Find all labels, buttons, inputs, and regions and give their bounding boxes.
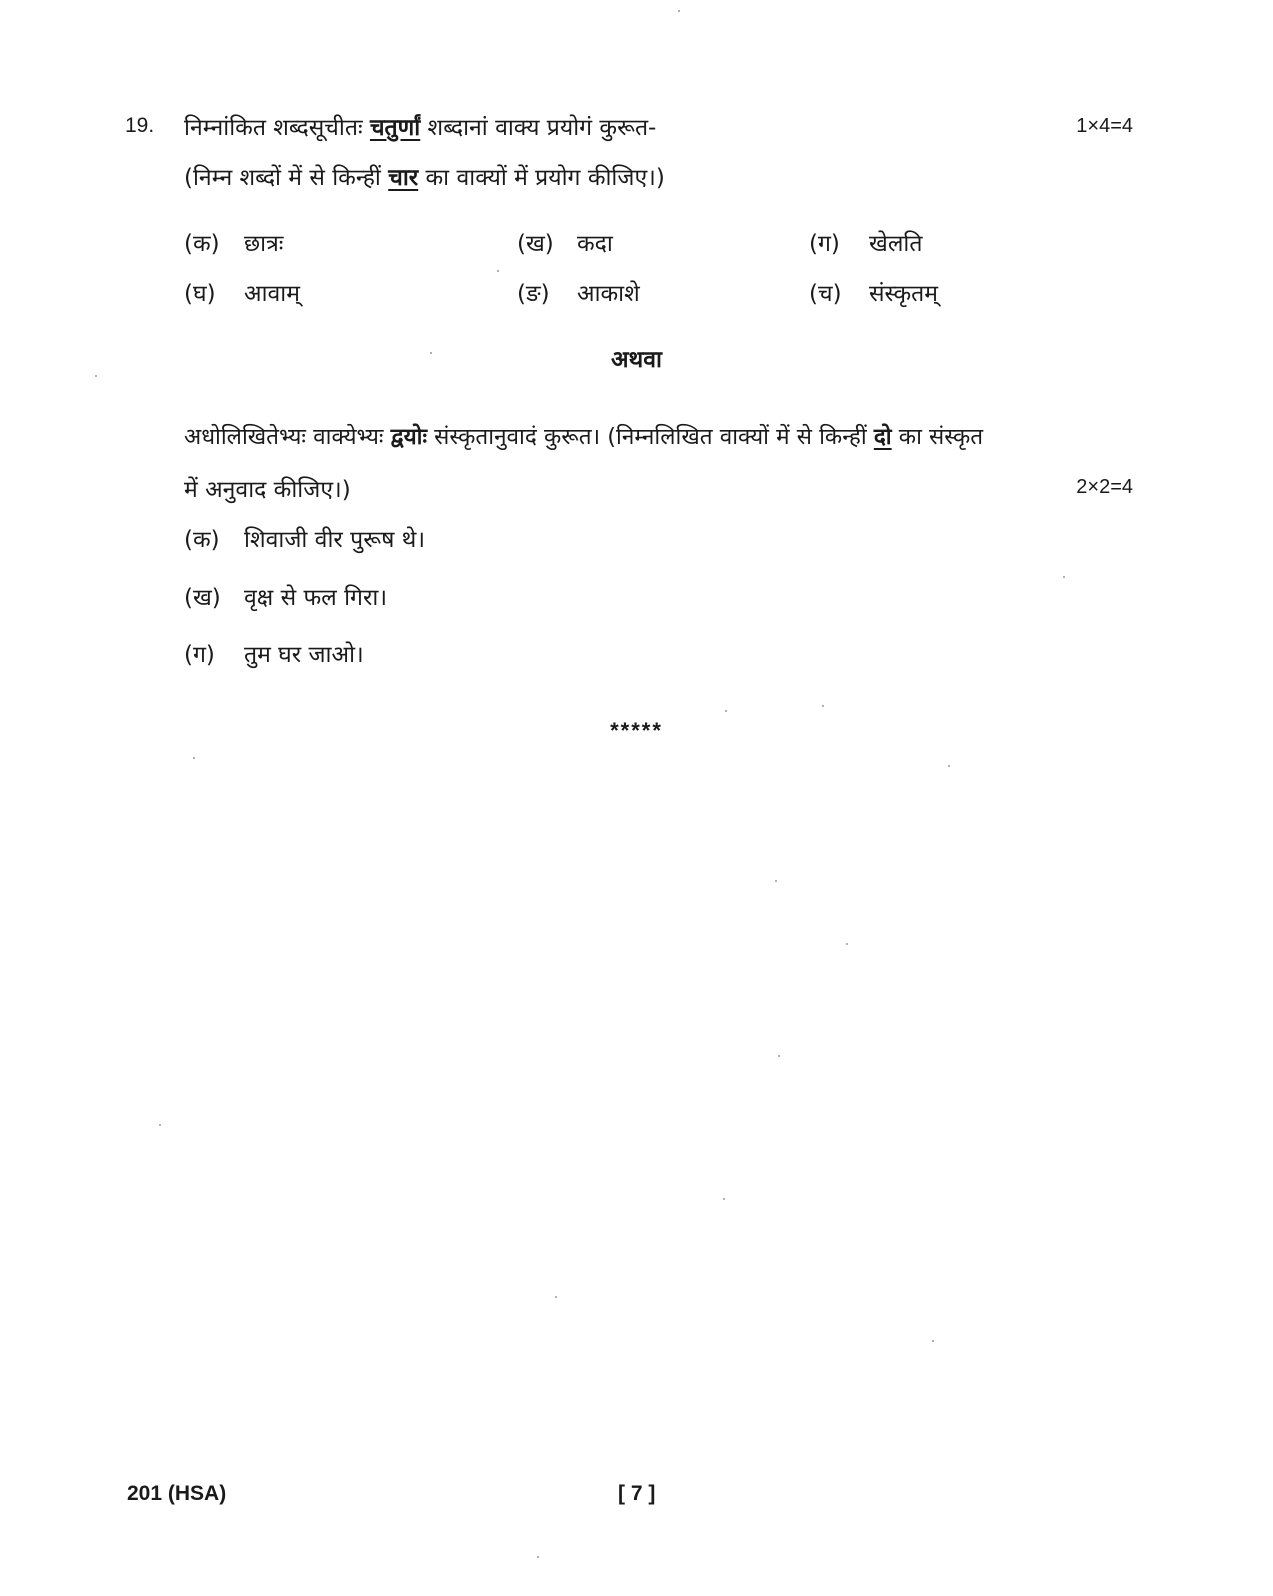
- instruction-text-end: शब्दानां वाक्य प्रयोगं कुरूत-: [420, 115, 657, 141]
- end-marker: *****: [610, 718, 663, 743]
- alternative-marks: 2×2=4: [1076, 476, 1133, 498]
- question-number: 19.: [125, 114, 155, 137]
- sentence-ka: [184, 522, 425, 554]
- or-separator: अथवा: [610, 347, 662, 373]
- scan-speck: [778, 1055, 780, 1057]
- scan-speck: [948, 765, 950, 767]
- scan-speck: [537, 1556, 539, 1558]
- scan-speck: [678, 10, 680, 12]
- page-number: [ 7 ]: [618, 1482, 656, 1505]
- scan-speck: [497, 270, 499, 272]
- sentence-text: शिवाजी वीर पुरूष थे।: [244, 527, 426, 553]
- option-kha: [517, 226, 613, 258]
- instruction-text-start: निम्नांकित शब्दसूचीतः: [184, 115, 370, 141]
- sentence-label: (ग): [184, 642, 215, 668]
- alternative-instruction: [184, 420, 983, 451]
- alternative-instruction-line2: में अनुवाद कीजिए।): [184, 477, 351, 503]
- instruction-hindi-end: का वाक्यों में प्रयोग कीजिए।): [418, 165, 665, 191]
- alt-instruction-start: अधोलिखितेभ्यः वाक्येभ्यः: [184, 424, 391, 450]
- scan-speck: [159, 1124, 161, 1126]
- option-ka: [184, 226, 283, 258]
- question-marks: 1×4=4: [1076, 115, 1133, 137]
- scan-speck: [725, 710, 727, 712]
- option-text: खेलति: [869, 231, 923, 257]
- option-text: आवाम्: [244, 281, 301, 307]
- option-label: (ख): [517, 231, 554, 257]
- option-label: (च): [809, 281, 842, 307]
- scan-speck: [1063, 576, 1065, 578]
- sentence-label: (ख): [184, 585, 221, 611]
- scan-speck: [846, 943, 848, 945]
- sentence-text: वृक्ष से फल गिरा।: [244, 585, 388, 611]
- option-label: (घ): [184, 281, 216, 307]
- option-text: कदा: [577, 231, 613, 257]
- option-gha: [184, 276, 300, 308]
- paper-code: 201 (HSA): [127, 1482, 227, 1505]
- sentence-ga: [184, 637, 364, 669]
- option-label: (ग): [809, 231, 840, 257]
- scan-speck: [555, 1296, 557, 1298]
- scan-speck: [95, 375, 97, 377]
- scan-speck: [775, 880, 777, 882]
- question-instruction-hindi: [184, 160, 665, 192]
- option-nga: [517, 276, 640, 308]
- sentence-text: तुम घर जाओ।: [244, 642, 364, 668]
- option-label: (ङ): [517, 281, 550, 307]
- scan-speck: [430, 352, 432, 354]
- sentence-kha: [184, 580, 387, 612]
- alt-instruction-end: का संस्कृत: [891, 424, 984, 450]
- scan-speck: [932, 1340, 934, 1342]
- option-text: आकाशे: [577, 281, 640, 307]
- alt-instruction-emphasis: द्वयोः: [390, 424, 428, 450]
- option-ga: [809, 226, 922, 258]
- option-cha: [809, 276, 938, 308]
- option-text: संस्कृतम्: [869, 281, 939, 307]
- alt-instruction-emphasis-2: दो: [873, 424, 892, 450]
- sentence-label: (क): [184, 527, 220, 553]
- scan-speck: [193, 757, 195, 759]
- option-text: छात्रः: [244, 231, 284, 257]
- instruction-hindi-start: (निम्न शब्दों में से किन्हीं: [184, 165, 389, 191]
- scan-speck: [723, 1198, 725, 1200]
- question-instruction-sanskrit: [184, 110, 656, 142]
- instruction-emphasis: चतुर्णां: [369, 115, 421, 141]
- scan-speck: [822, 705, 824, 707]
- instruction-hindi-emphasis: चार: [388, 165, 419, 191]
- alt-instruction-middle: संस्कृतानुवादं कुरूत। (निम्नलिखित वाक्यों में से किन्हीं: [427, 424, 874, 450]
- option-label: (क): [184, 231, 220, 257]
